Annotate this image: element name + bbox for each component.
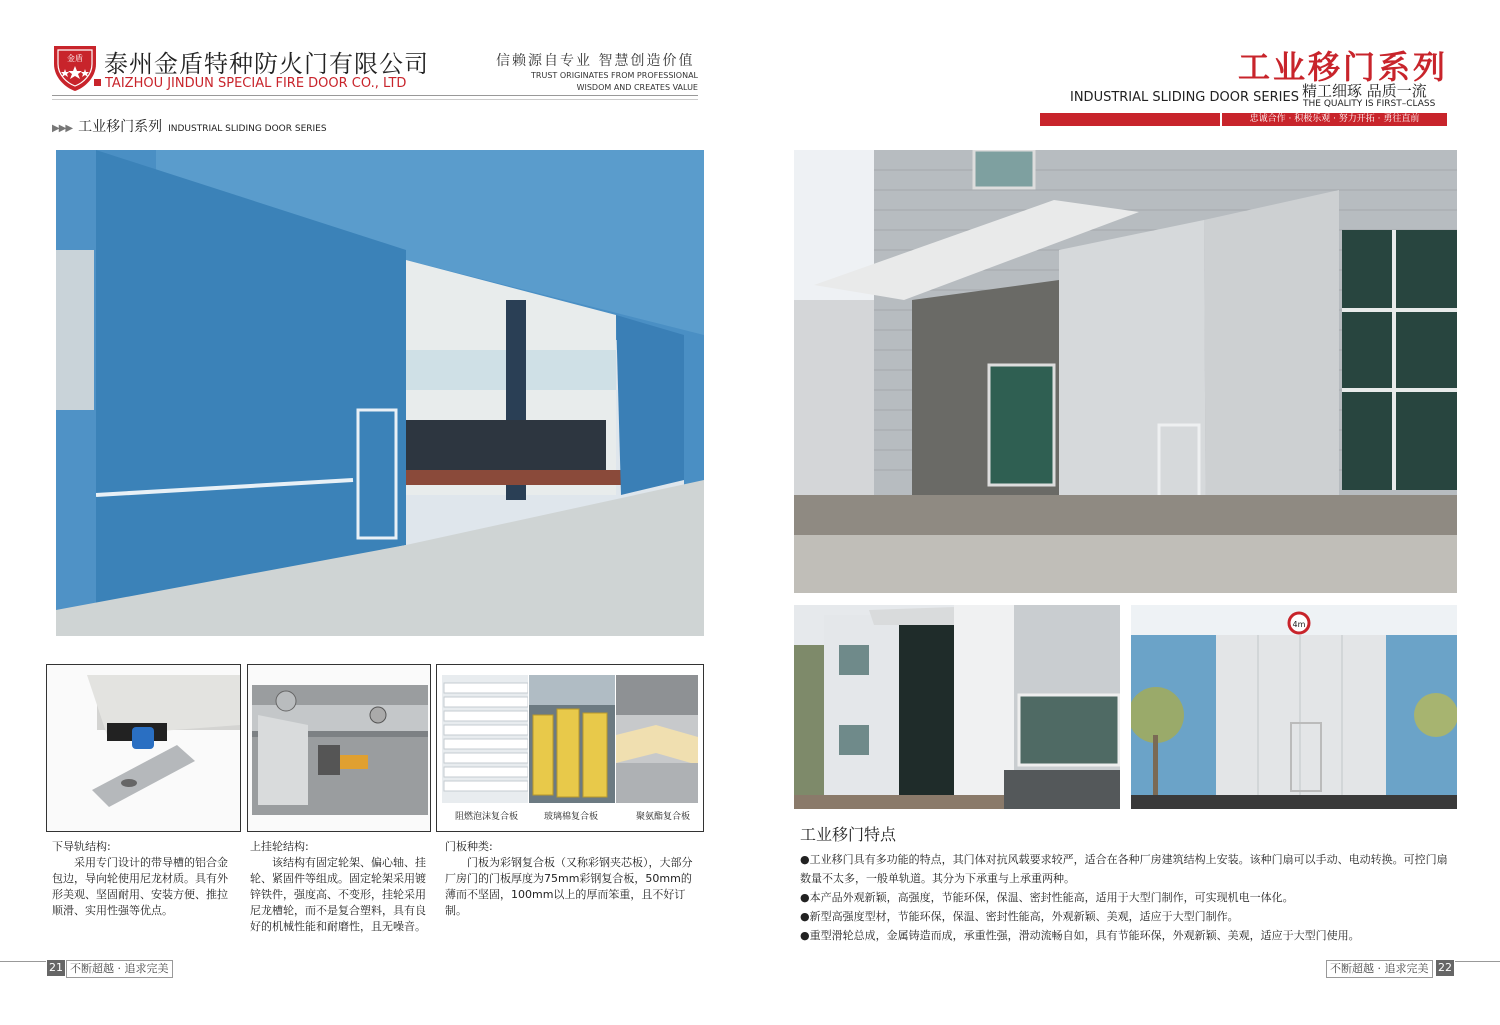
feature-item: ●工业移门具有多功能的特点，其门体对抗风载要求较严，适合在各种厂房建筑结构上安装。该种门扇可以手动、电动转换。可控门扇数量不太多，一般单轨道。其分为下承重与上承重两种。 — [800, 853, 1448, 885]
slogan-en — [500, 70, 698, 94]
company-name-cn: 泰州金盾特种防火门有限公司 — [104, 50, 429, 78]
caption-body: 门板为彩钢复合板（又称彩钢夹芯板），大部分厂房门的门板厚度为75mm彩钢复合板，50mm的薄而不坚固，100mm以上的厚而笨重，且不好订制。 — [445, 856, 693, 917]
footer-line-right — [1455, 961, 1500, 962]
height-limit-sign-text: 4m — [1292, 620, 1306, 629]
right-motto-en: THE QUALITY IS FIRST–CLASS — [1303, 99, 1436, 109]
header-divider — [52, 95, 698, 96]
door-panel-types-box — [436, 664, 704, 832]
features-title: 工业移门特点 — [800, 825, 897, 844]
section-label — [52, 116, 327, 136]
red-accent-bar — [1040, 113, 1220, 126]
page-number-right: 22 — [1438, 961, 1452, 974]
glass-wool-panel-photo — [529, 675, 615, 803]
slogan-cn: 信赖源自专业 智慧创造价值 — [496, 53, 695, 69]
caption-top-roller — [250, 839, 426, 935]
slogan-en-line2: WISDOM AND CREATES VALUE — [576, 83, 698, 92]
right-motto-cn: 精工细琢 品质一流 — [1302, 82, 1427, 100]
panel-label-polyurethane: 聚氨酯复合板 — [636, 812, 691, 822]
caption-heading: 门板种类: — [445, 840, 493, 853]
fire-retardant-foam-panel-photo — [442, 675, 528, 803]
caption-body: 采用专门设计的带导槽的铝合金包边，导向轮使用尼龙材质。具有外形美观、坚固耐用、安装方便、推拉顺滑、实用性强等优点。 — [52, 856, 228, 917]
photo-dark-door-building — [794, 605, 1120, 809]
right-subtitle-en: INDUSTRIAL SLIDING DOOR SERIES — [1070, 90, 1299, 105]
polyurethane-panel-photo — [616, 675, 698, 803]
features-list — [800, 850, 1450, 945]
company-name-en-text: TAIZHOU JINDUN SPECIAL FIRE DOOR CO., LTD — [105, 76, 407, 91]
triple-arrow-icon: ▶▶▶ — [52, 123, 73, 134]
main-photo-blue-doors — [56, 150, 704, 636]
caption-bottom-track — [52, 839, 230, 919]
section-label-cn: 工业移门系列 — [78, 119, 163, 135]
feature-item: ●重型滑轮总成，金属铸造而成，承重性强，滑动流畅自如，具有节能环保，外观新颖、美观，适应于大型门使用。 — [800, 929, 1360, 942]
footer-line-left — [0, 961, 46, 962]
top-roller-photo — [247, 664, 431, 832]
panel-label-glass-wool: 玻璃棉复合板 — [544, 812, 599, 822]
footer-text-right: 不断超越 · 追求完美 — [1326, 960, 1433, 978]
main-photo-grey-door — [794, 150, 1457, 593]
photo-blue-wall-grey-doors — [1131, 605, 1457, 809]
section-label-en: INDUSTRIAL SLIDING DOOR SERIES — [168, 124, 327, 134]
right-page-title: 工业移门系列 — [1237, 48, 1448, 86]
feature-item: ●本产品外观新颖，高强度，节能环保，保温、密封性能高，适用于大型门制作，可实现机电一体化。 — [800, 891, 1294, 904]
logo-text: 金盾 — [67, 54, 83, 63]
values-bar: 忠诚合作 · 积极乐观 · 努力开拓 · 勇往直前 — [1222, 113, 1447, 126]
caption-heading: 下导轨结构: — [52, 840, 111, 853]
page-number-left: 21 — [49, 961, 63, 974]
company-logo — [52, 42, 98, 92]
bottom-track-photo — [46, 664, 241, 832]
footer-text-left: 不断超越 · 追求完美 — [66, 960, 173, 978]
caption-heading: 上挂轮结构: — [250, 840, 309, 853]
header-divider-secondary — [52, 99, 698, 100]
slogan-en-line1: TRUST ORIGINATES FROM PROFESSIONAL — [531, 71, 698, 80]
panel-label-foam: 阻燃泡沫复合板 — [455, 812, 519, 822]
feature-item: ●新型高强度型材，节能环保，保温、密封性能高，外观新颖、美观，适应于大型门制作。 — [800, 910, 1239, 923]
caption-door-panel — [445, 839, 701, 919]
company-name-en — [94, 76, 406, 91]
caption-body: 该结构有固定轮架、偏心轴、挂轮、紧固件等组成。固定轮架采用镀锌铁件，强度高、不变形，挂轮采用尼龙槽轮，而不是复合塑料，具有良好的机械性能和耐磨性，且无噪音。 — [250, 856, 426, 933]
